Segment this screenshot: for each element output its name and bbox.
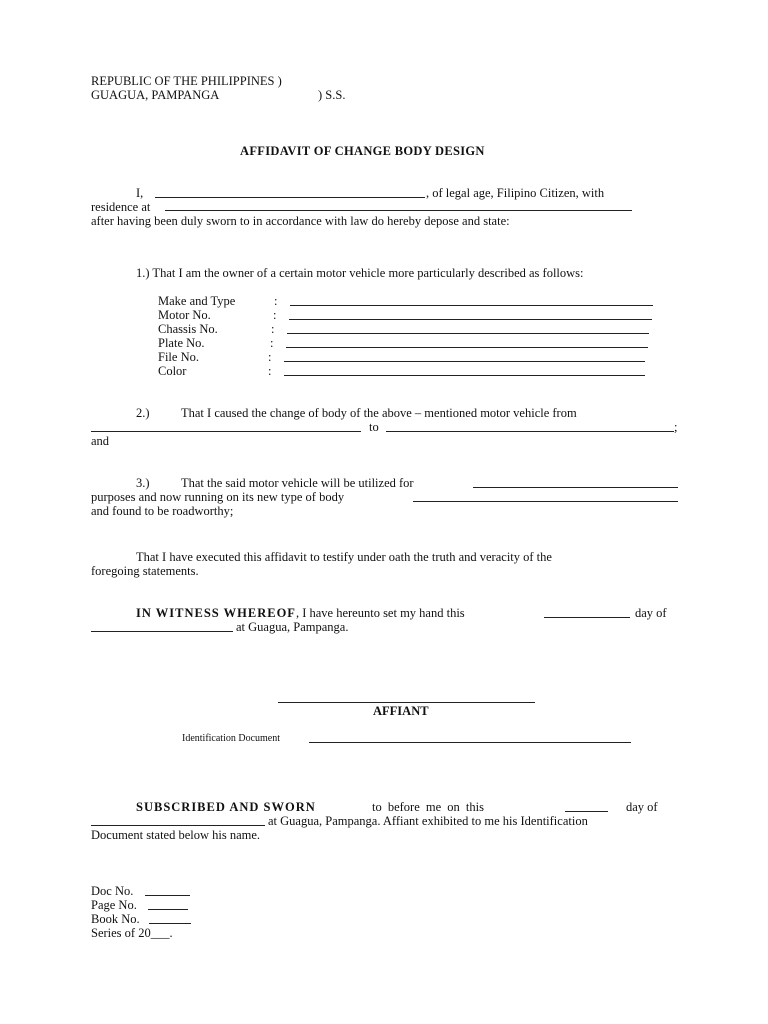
item3-text: That the said motor vehicle will be utilized for bbox=[181, 476, 414, 490]
make-type-blank bbox=[290, 305, 653, 306]
item2-text: That I caused the change of body of the above – mentioned motor vehicle from bbox=[181, 406, 577, 420]
document-title: AFFIDAVIT OF CHANGE BODY DESIGN bbox=[240, 144, 485, 158]
notary-book-blank bbox=[149, 923, 191, 924]
field-label-motor: Motor No. bbox=[158, 308, 211, 322]
header-republic: REPUBLIC OF THE PHILIPPINES ) bbox=[91, 74, 282, 88]
motor-no-blank bbox=[289, 319, 652, 320]
intro-residence: residence at bbox=[91, 200, 151, 214]
affiant-label: AFFIANT bbox=[373, 704, 429, 718]
affiant-id-label: Identification Document bbox=[182, 733, 281, 744]
to-body-blank bbox=[386, 431, 674, 432]
utilized-for-blank bbox=[473, 487, 678, 488]
notary-series-label: Series of 20___. bbox=[91, 926, 173, 940]
item3-number: 3.) bbox=[136, 476, 150, 490]
field-colon: : bbox=[268, 364, 272, 378]
executed-line2: foregoing statements. bbox=[91, 564, 199, 578]
intro-legal-age: , of legal age, Filipino Citizen, with bbox=[426, 186, 605, 200]
subscribed-bold: SUBSCRIBED AND SWORN bbox=[136, 800, 316, 814]
notary-page-blank bbox=[148, 909, 188, 910]
item3-roadworthy: and found to be roadworthy; bbox=[91, 504, 234, 518]
item2-semicolon: ; bbox=[674, 420, 678, 434]
subscribed-month-blank bbox=[91, 825, 265, 826]
field-colon: : bbox=[270, 336, 274, 350]
affiant-name-blank bbox=[155, 197, 425, 198]
witness-day-blank bbox=[544, 617, 630, 618]
notary-doc-blank bbox=[145, 895, 190, 896]
header-guagua: GUAGUA, PAMPANGA bbox=[91, 88, 220, 102]
color-blank bbox=[284, 375, 645, 376]
field-colon: : bbox=[271, 322, 275, 336]
residence-blank bbox=[165, 210, 632, 211]
item1-text: 1.) That I am the owner of a certain motor vehicle more particularly described as follows: bbox=[136, 266, 584, 280]
chassis-no-blank bbox=[287, 333, 649, 334]
affiant-signature-line bbox=[278, 702, 535, 703]
from-body-blank bbox=[91, 431, 361, 432]
witness-day-of: day of bbox=[635, 606, 667, 620]
affiant-id-blank bbox=[309, 742, 631, 743]
witness-line1: IN WITNESS WHEREOF, I have hereunto set my hand this bbox=[136, 606, 465, 620]
new-body-type-blank bbox=[413, 501, 678, 502]
subscribed-line3: Document stated below his name. bbox=[91, 828, 261, 842]
executed-line1: That I have executed this affidavit to testify under oath the truth and veracity of the bbox=[136, 550, 552, 564]
item2-to: to bbox=[369, 420, 379, 434]
field-label-file: File No. bbox=[158, 350, 199, 364]
header-ss: ) S.S. bbox=[318, 88, 346, 102]
notary-page-label: Page No. bbox=[91, 898, 137, 912]
field-label-make: Make and Type bbox=[158, 294, 236, 308]
item3-purposes: purposes and now running on its new type of body bbox=[91, 490, 345, 504]
subscribed-place: at Guagua, Pampanga. Affiant exhibited to me his Identification bbox=[268, 814, 588, 828]
witness-place: at Guagua, Pampanga. bbox=[236, 620, 349, 634]
subscribed-day-of: day of bbox=[626, 800, 658, 814]
field-colon: : bbox=[268, 350, 272, 364]
subscribed-day-blank bbox=[565, 811, 608, 812]
field-colon: : bbox=[274, 294, 278, 308]
item2-and: and bbox=[91, 434, 110, 448]
subscribed-text: to before me on this bbox=[372, 800, 484, 814]
intro-i: I, bbox=[136, 186, 144, 200]
field-label-chassis: Chassis No. bbox=[158, 322, 218, 336]
notary-doc-label: Doc No. bbox=[91, 884, 134, 898]
plate-no-blank bbox=[286, 347, 648, 348]
intro-sworn: after having been duly sworn to in accordance with law do hereby depose and state: bbox=[91, 214, 510, 228]
field-label-plate: Plate No. bbox=[158, 336, 205, 350]
file-no-blank bbox=[284, 361, 645, 362]
notary-book-label: Book No. bbox=[91, 912, 140, 926]
witness-month-blank bbox=[91, 631, 233, 632]
field-label-color: Color bbox=[158, 364, 187, 378]
item2-number: 2.) bbox=[136, 406, 150, 420]
field-colon: : bbox=[273, 308, 277, 322]
